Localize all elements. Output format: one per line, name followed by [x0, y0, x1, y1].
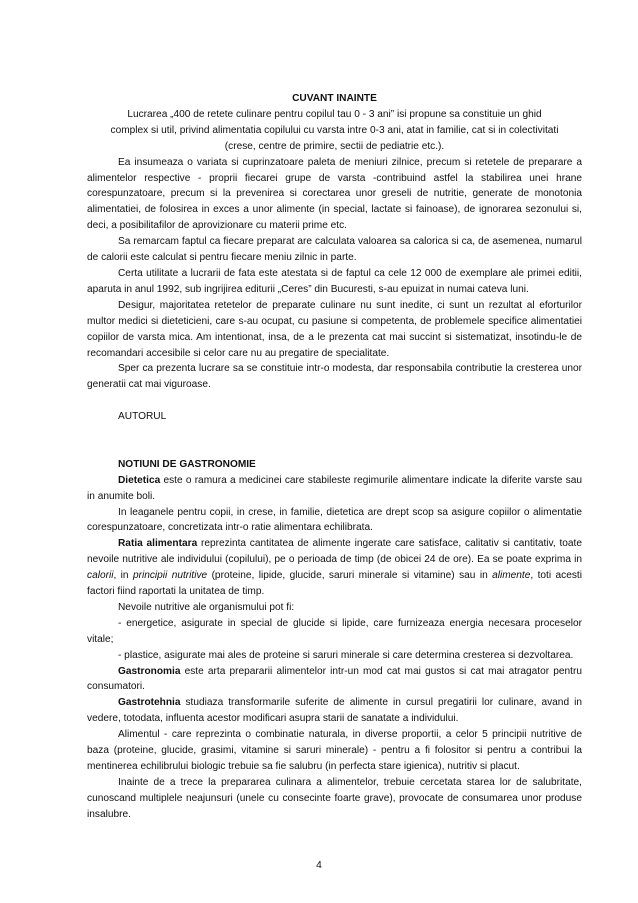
gastrotehnia-text: studiaza transformarile suferite de alimente in cursul pregatirii lor culinare, avand in vedere, totodata, influenta acestor modificari asupra starii de sanatate a individului.: [87, 697, 582, 725]
inainte-paragraph: Inainte de a trece la prepararea culinara a alimentelor, trebuie cercetata starea lor de salubritate, cunoscand multiplele neajunsuri (unele cu consecinte foarte grave), provocate de consumarea unor produse insalubre.: [87, 776, 582, 820]
ratia-text-1: reprezinta cantitatea de alimente ingerate care satisface, calitativ si cantitativ, toate nevoile nutritive ale individului (copilului), pe o perioada de timp (de obicei 24 de ore). Ea se poate exprima in: [87, 538, 582, 566]
gastronomia-text: este arta prepararii alimentelor intr-un mod cat mai gustos si cat mai atragator pentru consumatori.: [87, 665, 582, 693]
leagane-paragraph: In leaganele pentru copii, in crese, in familie, dietetica are drept scop sa asigure copiilor o alimentatie corespunzatoare, concretizata intr-o ratie alimentara echilibrata.: [87, 506, 582, 534]
definition-dietetica: [87, 473, 582, 505]
nevoi-plastice: - plastice, asigurate mai ales de proteine si saruri minerale si care determina cresterea si dezvoltarea.: [118, 649, 574, 661]
ratia-text-2: , in: [113, 570, 133, 582]
foreword-intro-line: (crese, centre de primire, sectii de pediatrie etc.).: [224, 140, 445, 152]
foreword-intro-line: Lucrarea „400 de retete culinare pentru copilul tau 0 - 3 ani” isi propune sa constituie un ghid: [127, 108, 542, 120]
alimentul-paragraph: Alimentul - care reprezinta o combinatie naturala, in diverse proportii, a celor 5 principii nutritive de baza (proteine, glucide, grasimi, vitamine si saruri minerale) - pentru a fi folositor si pentru a contribui la mentinerea echilibrului biologic trebuie sa fie salubru (in perfecta stare igienica), nutritiv si placut.: [87, 729, 582, 773]
dietetica-text: este o ramura a medicinei care stabileste regimurile alimentare indicate la diferite varste sau in anumite boli.: [87, 474, 582, 502]
ratia-em-principii: principii nutritive: [132, 570, 208, 582]
ratia-em-alimente: alimente: [492, 570, 531, 582]
nevoi-energetice: - energetice, asigurate in special de glucide si lipide, care furnizeaza energia necesara proceselor vitale;: [87, 617, 582, 645]
term-gastronomia: Gastronomia: [118, 665, 181, 677]
foreword-intro-line: complex si util, privind alimentatia copilului cu varsta intre 0-3 ani, atat in familie, cat si in colectivitati: [110, 124, 559, 136]
foreword-paragraph: Desigur, majoritatea retetelor de preparate culinare nu sunt inedite, ci sunt un rezultat al eforturilor multor medici si dieteticieni, care s-au ocupat, cu pasiune si competenta, de problemele specifice alimentatiei copiilor de varsta mica. Am intentionat, insa, de a le prezenta cat mai succint si sistematizat, insotindu-le de recomandari accesibile si celor care nu au pregatire de specialitate.: [87, 299, 582, 359]
gastronomy-title: NOTIUNI DE GASTRONOMIE: [118, 458, 256, 470]
foreword-paragraph: Sa remarcam faptul ca fiecare preparat are calculata valoarea sa calorica si ca, de asemenea, numarul de calorii este calculat si pentru fiecare meniu zilnic in parte.: [87, 236, 582, 264]
foreword-paragraph: Certa utilitate a lucrarii de fata este atestata si de faptul ca cele 12 000 de exemplare ale primei editii, aparuta in anul 1992, sub ingrijirea editurii „Ceres” din Bucuresti, s-au epuizat in numai cateva luni.: [87, 267, 582, 295]
nevoi-intro: Nevoile nutritive ale organismului pot fi:: [118, 601, 295, 613]
term-ratia: Ratia alimentara: [118, 538, 198, 550]
ratia-em-calorii: calorii: [87, 570, 114, 582]
page-content: [87, 91, 582, 823]
foreword-title: CUVANT INAINTE: [292, 93, 377, 104]
ratia-text-4: , toti acesti factori fiind raportati la unitatea de timp.: [87, 570, 582, 598]
foreword-paragraph: Ea insumeaza o variata si cuprinzatoare paleta de meniuri zilnice, precum si retetele de preparare a alimentelor respective - proprii fiecarei grupe de varsta -contribuind astfel la stabilirea unei hrane corespunzatoare, precum si la prevenirea si corectarea unor greseli de nutritie, generate de monotonia alimentatiei, de folosirea in exces a unor alimente (in special, lactate si fainoase), de ignorarea sezonului si, deci, a posibilitafilor de aprovizionare cu materii prime etc.: [87, 156, 582, 232]
definition-ratia: [87, 536, 582, 600]
term-dietetica: Dietetica: [118, 474, 161, 486]
definition-gastronomia: [87, 664, 582, 696]
page-number: 4: [316, 860, 322, 871]
term-gastrotehnia: Gastrotehnia: [118, 697, 181, 709]
foreword-author: AUTORUL: [118, 411, 167, 423]
foreword-paragraph: Sper ca prezenta lucrare sa se constituie intr-o modesta, dar responsabila contributie la cresterea unor generatii cat mai viguroase.: [87, 363, 582, 391]
definition-gastrotehnia: [87, 695, 582, 727]
ratia-text-3: (proteine, lipide, glucide, saruri minerale si vitamine) sau in: [207, 570, 493, 582]
